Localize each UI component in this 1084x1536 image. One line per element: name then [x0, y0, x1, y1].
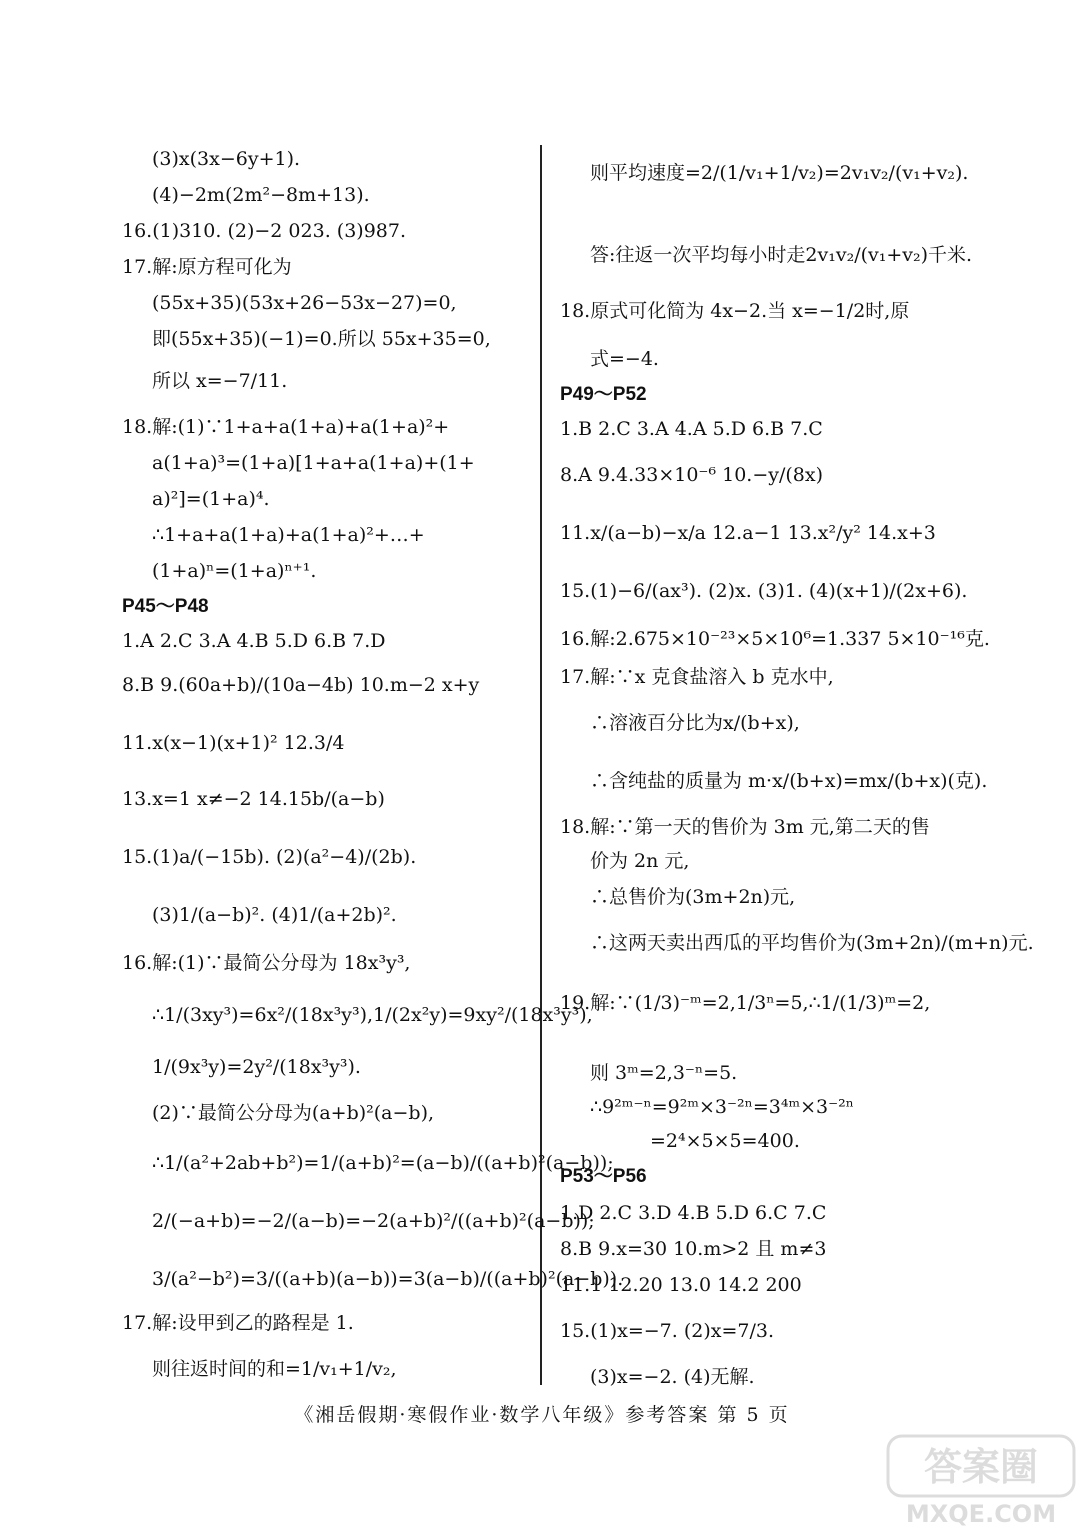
- left-line-7: 18.解:(1)∵1+a+a(1+a)+a(1+a)²+: [122, 416, 450, 438]
- left-line-15: 11.x(x−1)(x+1)² 12.3/4: [122, 732, 345, 754]
- left-line-1: (4)−2m(2m²−8m+13).: [152, 184, 370, 206]
- right-line-16: ∴这两天卖出西瓜的平均售价为(3m+2n)/(m+n)元.: [590, 932, 1034, 954]
- right-line-8: 15.(1)−6/(ax³). (2)x. (3)1. (4)(x+1)/(2x+6).: [560, 580, 968, 602]
- section-heading-p53-p56: P53～P56: [560, 1166, 647, 1187]
- left-line-6: 所以 x=−7/11.: [152, 370, 288, 392]
- right-line-23: 8.B 9.x=30 10.m>2 且 m≠3: [560, 1238, 827, 1260]
- right-line-24: 11.1 12.20 13.0 14.2 200: [560, 1274, 802, 1296]
- right-line-0: 则平均速度=2/(1/v₁+1/v₂)=2v₁v₂/(v₁+v₂).: [590, 162, 969, 184]
- left-line-21: 1/(9x³y)=2y²/(18x³y³).: [152, 1056, 361, 1078]
- left-line-16: 13.x=1 x≠−2 14.15b/(a−b): [122, 788, 385, 810]
- right-line-13: 18.解:∵第一天的售价为 3m 元,第二天的售: [560, 816, 930, 838]
- left-line-18: (3)1/(a−b)². (4)1/(a+2b)².: [152, 904, 397, 926]
- left-line-14: 8.B 9.(60a+b)/(10a−4b) 10.m−2 x+y: [122, 674, 480, 696]
- right-line-17: 19.解:∵(1/3)⁻ᵐ=2,1/3ⁿ=5,∴1/(1/3)ᵐ=2,: [560, 992, 931, 1014]
- left-line-20: ∴1/(3xy³)=6x²/(18x³y³),1/(2x²y)=9xy²/(18x³y³),: [152, 1004, 593, 1026]
- left-line-24: 2/(−a+b)=−2/(a−b)=−2(a+b)²/((a+b)²(a−b));: [152, 1210, 595, 1232]
- left-line-17: 15.(1)a/(−15b). (2)(a²−4)/(2b).: [122, 846, 417, 868]
- left-line-3: 17.解:原方程可化为: [122, 256, 292, 278]
- left-line-4: (55x+35)(53x+26−53x−27)=0,: [152, 292, 457, 314]
- left-line-8: a(1+a)³=(1+a)[1+a+a(1+a)+(1+: [152, 452, 475, 474]
- watermark-url: MXQE.COM: [905, 1500, 1057, 1528]
- right-line-20: =2⁴×5×5=400.: [650, 1130, 800, 1152]
- right-line-12: ∴含纯盐的质量为 m·x/(b+x)=mx/(b+x)(克).: [590, 770, 988, 792]
- right-line-25: 15.(1)x=−7. (2)x=7/3.: [560, 1320, 775, 1342]
- left-line-26: 17.解:设甲到乙的路程是 1.: [122, 1312, 354, 1334]
- right-line-2: 18.原式可化简为 4x−2.当 x=−1/2时,原: [560, 300, 910, 322]
- left-line-2: 16.(1)310. (2)−2 023. (3)987.: [122, 220, 406, 242]
- left-line-5: 即(55x+35)(−1)=0.所以 55x+35=0,: [152, 328, 491, 350]
- left-line-9: a)²]=(1+a)⁴.: [152, 488, 270, 510]
- right-line-18: 则 3ᵐ=2,3⁻ⁿ=5.: [590, 1062, 738, 1084]
- left-line-22: (2)∵最简公分母为(a+b)²(a−b),: [152, 1102, 435, 1124]
- right-line-1: 答:往返一次平均每小时走2v₁v₂/(v₁+v₂)千米.: [590, 244, 973, 266]
- section-heading-p49-p52: P49～P52: [560, 384, 647, 405]
- right-line-11: ∴溶液百分比为x/(b+x),: [590, 712, 800, 734]
- right-line-19: ∴9²ᵐ⁻ⁿ=9²ᵐ×3⁻²ⁿ=3⁴ᵐ×3⁻²ⁿ: [590, 1096, 854, 1118]
- left-line-11: (1+a)ⁿ=(1+a)ⁿ⁺¹.: [152, 560, 317, 582]
- right-line-5: 1.B 2.C 3.A 4.A 5.D 6.B 7.C: [560, 418, 823, 440]
- right-line-6: 8.A 9.4.33×10⁻⁶ 10.−y/(8x): [560, 464, 824, 486]
- watermark-logo: [886, 1434, 1076, 1530]
- right-line-15: ∴总售价为(3m+2n)元,: [590, 886, 796, 908]
- left-line-10: ∴1+a+a(1+a)+a(1+a)²+…+: [152, 524, 425, 546]
- left-line-19: 16.解:(1)∵最简公分母为 18x³y³,: [122, 952, 411, 974]
- page-footer: 《湘岳假期·寒假作业·数学八年级》参考答案 第 5 页: [294, 1404, 790, 1426]
- right-line-26: (3)x=−2. (4)无解.: [590, 1366, 755, 1388]
- watermark-title: 答案圈: [923, 1445, 1039, 1489]
- right-line-7: 11.x/(a−b)−x/a 12.a−1 13.x²/y² 14.x+3: [560, 522, 936, 544]
- left-line-27: 则往返时间的和=1/v₁+1/v₂,: [152, 1358, 397, 1380]
- section-heading-p45-p48: P45～P48: [122, 596, 209, 617]
- left-line-23: ∴1/(a²+2ab+b²)=1/(a+b)²=(a−b)/((a+b)²(a−b));: [152, 1152, 614, 1174]
- left-line-13: 1.A 2.C 3.A 4.B 5.D 6.B 7.D: [122, 630, 386, 652]
- left-line-25: 3/(a²−b²)=3/((a+b)(a−b))=3(a−b)/((a+b)²(a−b)).: [152, 1268, 624, 1290]
- right-line-10: 17.解:∵x 克食盐溶入 b 克水中,: [560, 666, 834, 688]
- right-line-3: 式=−4.: [590, 348, 659, 370]
- right-line-9: 16.解:2.675×10⁻²³×5×10⁶=1.337 5×10⁻¹⁶克.: [560, 628, 990, 650]
- column-divider: [540, 145, 542, 1385]
- left-line-0: (3)x(3x−6y+1).: [152, 148, 301, 170]
- right-line-22: 1.D 2.C 3.D 4.B 5.D 6.C 7.C: [560, 1202, 827, 1224]
- right-line-14: 价为 2n 元,: [590, 850, 690, 872]
